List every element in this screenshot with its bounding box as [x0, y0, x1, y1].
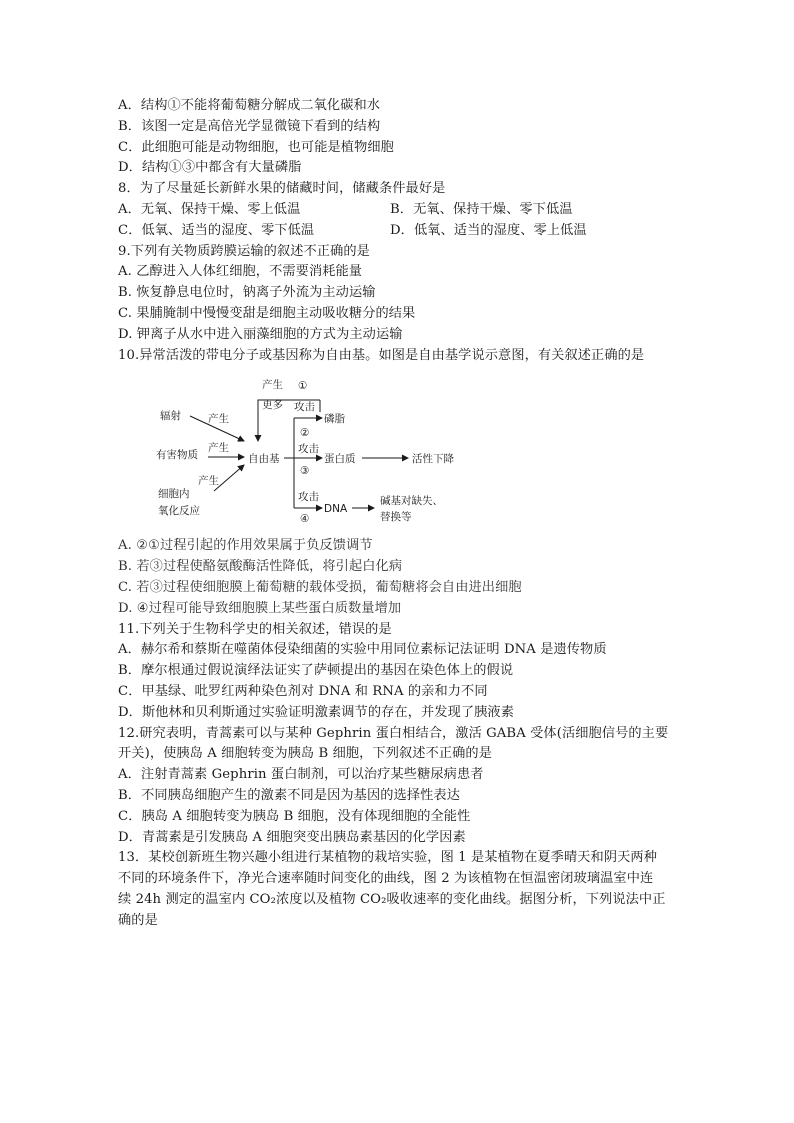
q13-stem-line-3: 续 24h 测定的温室内 CO₂浓度以及植物 CO₂吸收速率的变化曲线。据图分析，下列说法中正: [118, 891, 666, 907]
marker-2: ②: [300, 427, 310, 440]
result-base-pair-1: 碱基对缺失、: [380, 495, 443, 508]
q12-option-d: D．青蒿素是引发胰岛 A 细胞突变出胰岛素基因的化学因素: [118, 829, 466, 845]
target-protein: 蛋白质: [324, 453, 356, 466]
q13-stem-line-4: 确的是: [118, 912, 158, 928]
free-radical-diagram: [118, 366, 538, 536]
target-dna: DNA: [324, 503, 348, 516]
q12-stem-line-2: 开关)，使胰岛 A 细胞转变为胰岛 B 细胞，下列叙述不正确的是: [118, 746, 493, 762]
source-radiation: 辐射: [160, 410, 181, 423]
q9-option-d: D. 钾离子从水中进入丽藻细胞的方式为主动运输: [118, 326, 403, 342]
q11-option-b: B．摩尔根通过假说演绎法证实了萨顿提出的基因在染色体上的假说: [118, 663, 514, 679]
q7-option-a: A．结构①不能将葡萄糖分解成二氧化碳和水: [118, 98, 381, 113]
result-base-pair-2: 替换等: [380, 511, 412, 524]
result-activity-decrease: 活性下降: [412, 453, 454, 466]
produce-label-3: 产生: [198, 475, 219, 488]
source-cell-label-1: 细胞内: [158, 488, 190, 501]
attack-label-1: 攻击: [294, 401, 315, 414]
q12-option-c: C．胰岛 A 细胞转变为胰岛 B 细胞，没有体现细胞的全能性: [118, 808, 471, 824]
center-free-radical: 自由基: [248, 453, 280, 466]
target-phospholipid: 磷脂: [324, 413, 345, 426]
q10-option-b: B. 若③过程使酪氨酸酶活性降低，将引起白化病: [118, 559, 403, 575]
q9-option-a: A. 乙醇进入人体红细胞，不需要消耗能量: [118, 264, 363, 280]
q7-option-d: D．结构①③中都含有大量磷脂: [118, 160, 302, 176]
q11-option-c: C．甲基绿、吡罗红两种染色剂对 DNA 和 RNA 的亲和力不同: [118, 683, 488, 699]
q8-option-b: B．无氧、保持干燥、零下低温: [390, 201, 573, 217]
attack-label-4: 攻击: [298, 491, 319, 504]
q11-option-a: A．赫尔希和蔡斯在噬菌体侵染细菌的实验中用同位素标记法证明 DNA 是遗传物质: [118, 642, 607, 658]
q10-option-d: D. ④过程可能导致细胞膜上某些蛋白质数量增加: [118, 600, 402, 616]
marker-1: ①: [298, 380, 308, 393]
q13-stem-line-2: 不同的环境条件下，净光合速率随时间变化的曲线，图 2 为该植物在恒温密闭玻璃温室中连: [118, 871, 654, 887]
produce-label-2: 产生: [208, 442, 229, 455]
q8-options-row-1: [118, 200, 688, 221]
loop-produce-label: 产生: [262, 379, 283, 392]
source-harmful-substance: 有害物质: [156, 449, 198, 462]
q7-option-c: C．此细胞可能是动物细胞，也可能是植物细胞: [118, 139, 394, 155]
marker-3: ③: [300, 465, 310, 478]
document-page: [118, 96, 688, 932]
q10-option-a: A. ②①过程引起的作用效果属于负反馈调节: [118, 538, 373, 554]
q10-stem: 10.异常活泼的带电分子或基因称为自由基。如图是自由基学说示意图，有关叙述正确的是: [118, 347, 645, 363]
marker-4: ④: [300, 513, 310, 526]
q7-option-b: B．该图一定是高倍光学显微镜下看到的结构: [118, 118, 381, 134]
attack-label-2: 攻击: [298, 443, 319, 456]
q12-option-a: A．注射青蒿素 Gephrin 蛋白制剂，可以治疗某些糖尿病患者: [118, 767, 484, 783]
q8-option-d: D．低氧、适当的湿度、零上低温: [390, 222, 587, 238]
q13-stem-line-1: 13．某校创新班生物兴趣小组进行某植物的栽培实验，图 1 是某植物在夏季晴天和阴天两种: [118, 850, 657, 866]
q11-stem: 11.下列关于生物科学史的相关叙述，错误的是: [118, 621, 392, 637]
q8-options-row-2: [118, 221, 688, 242]
q9-option-b: B. 恢复静息电位时，钠离子外流为主动运输: [118, 285, 376, 301]
q11-option-d: D．斯他林和贝利斯通过实验证明激素调节的存在，并发现了胰液素: [118, 704, 515, 720]
q8-stem: 8．为了尽量延长新鲜水果的储藏时间，储藏条件最好是: [118, 181, 446, 197]
q12-stem-line-1: 12.研究表明，青蒿素可以与某种 Gephrin 蛋白相结合，激活 GABA 受体(活细胞信号的主要: [118, 725, 669, 741]
q9-stem: 9.下列有关物质跨膜运输的叙述不正确的是: [118, 243, 370, 259]
q8-option-a: A．无氧、保持干燥、零上低温: [118, 201, 301, 217]
produce-label-1: 产生: [208, 413, 229, 426]
loop-more-label: 更多: [262, 399, 283, 412]
source-cell-label-2: 氧化反应: [158, 505, 200, 518]
q10-option-c: C. 若③过程使细胞膜上葡萄糖的载体受损，葡萄糖将会自由进出细胞: [118, 579, 522, 595]
q8-option-c: C．低氧、适当的湿度、零下低温: [118, 222, 315, 238]
q9-option-c: C. 果脯腌制中慢慢变甜是细胞主动吸收糖分的结果: [118, 305, 416, 321]
q12-option-b: B．不同胰岛细胞产生的激素不同是因为基因的选择性表达: [118, 787, 460, 803]
